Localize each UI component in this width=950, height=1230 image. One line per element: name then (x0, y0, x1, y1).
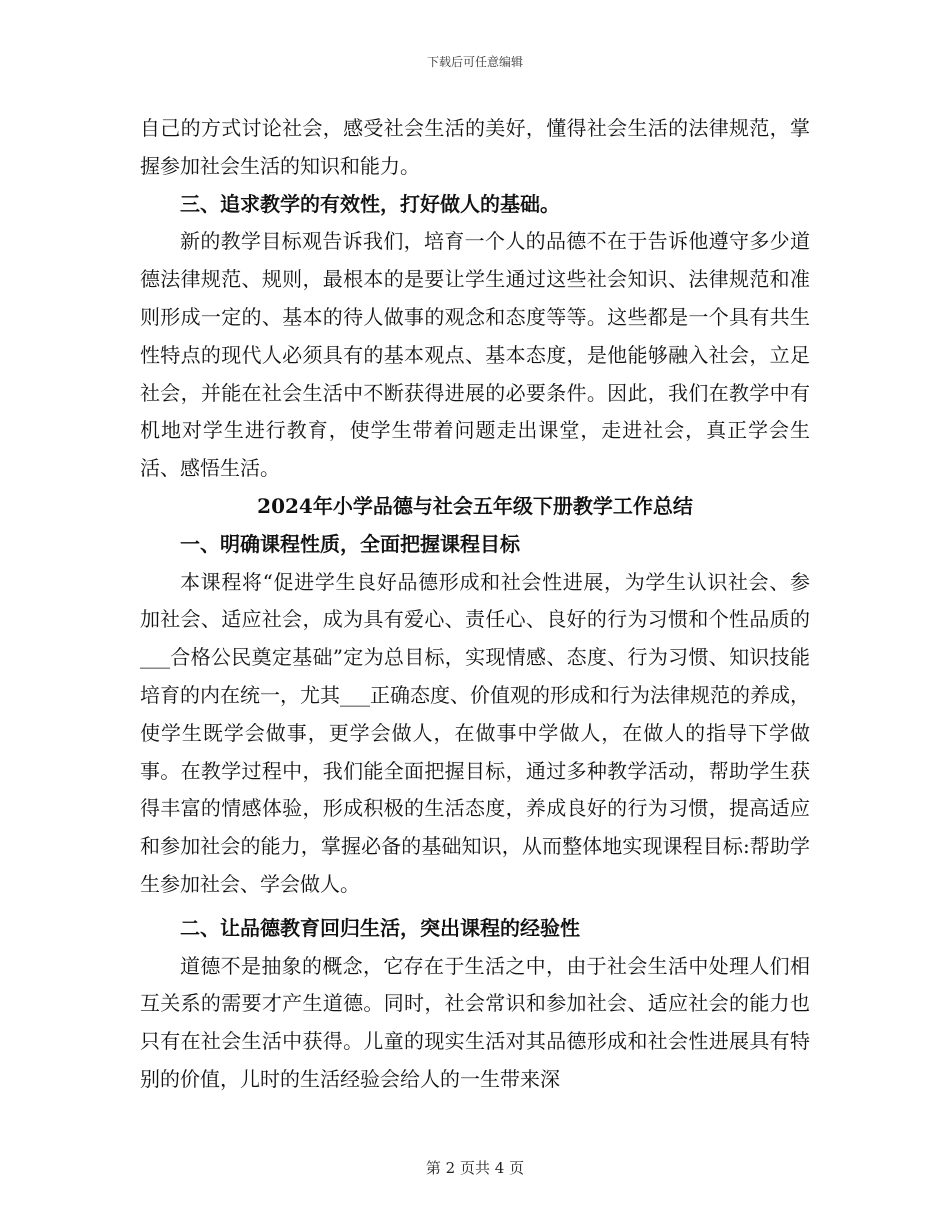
paragraph-effectiveness: 新的教学目标观告诉我们，培育一个人的品德不在于告诉他遵守多少道德法律规范、规则，最根本的是要让学生通过这些社会知识、法律规范和准则形成一定的、基本的待人做事的观念和态度等等。这些都是一个具有共生性特点的现代人必须具有的基本观点、基本态度，是他能够融入社会，立足社会，并能在社会生活中不断获得进展的必要条件。因此，我们在教学中有机地对学生进行教育，使学生带着问题走出课堂，走进社会，真正学会生活、感悟生活。 (140, 229, 810, 481)
page-header: 下载后可任意编辑 (426, 55, 523, 69)
page-number: 第 2 页共 4 页 (425, 1159, 525, 1177)
paragraph-continued: 自己的方式讨论社会，感受社会生活的美好，懂得社会生活的法律规范，掌握参加社会生活的知识和能力。 (140, 116, 810, 178)
paragraph-course-goals: 本课程将“促进学生良好品德形成和社会性进展，为学生认识社会、参加社会、适应社会，成为具有爱心、责任心、良好的行为习惯和个性品质的___合格公民奠定基础”定为总目标，实现情感、态度、行为习惯、知识技能培育的内在统一，尤其___正确态度、价值观的形成和行为法律规范的养成，使学生既学会做事，更学会做人，在做事中学做人，在做人的指导下学做事。在教学过程中，我们能全面把握目标，通过多种教学活动，帮助学生获得丰富的情感体验，形成积极的生活态度，养成良好的行为习惯，提高适应和参加社会的能力，掌握必备的基础知识，从而整体地实现课程目标:帮助学生参加社会、学会做人。 (140, 569, 810, 896)
paragraph-life-experience: 道德不是抽象的概念，它存在于生活之中，由于社会生活中处理人们相互关系的需要才产生道德。同时，社会常识和参加社会、适应社会的能力也只有在社会生活中获得。儿童的现实生活对其品德形成和社会性进展具有特别的价值，儿时的生活经验会给人的一生带来深 (140, 953, 810, 1091)
document-title: 2024年小学品德与社会五年级下册教学工作总结 (257, 493, 693, 518)
document-body (140, 110, 810, 1099)
section-heading-2: 二、让品德教育回归生活，突出课程的经验性 (180, 915, 580, 940)
section-heading-3: 三、追求教学的有效性，打好做人的基础。 (180, 191, 560, 216)
section-heading-1: 一、明确课程性质，全面把握课程目标 (180, 531, 520, 556)
